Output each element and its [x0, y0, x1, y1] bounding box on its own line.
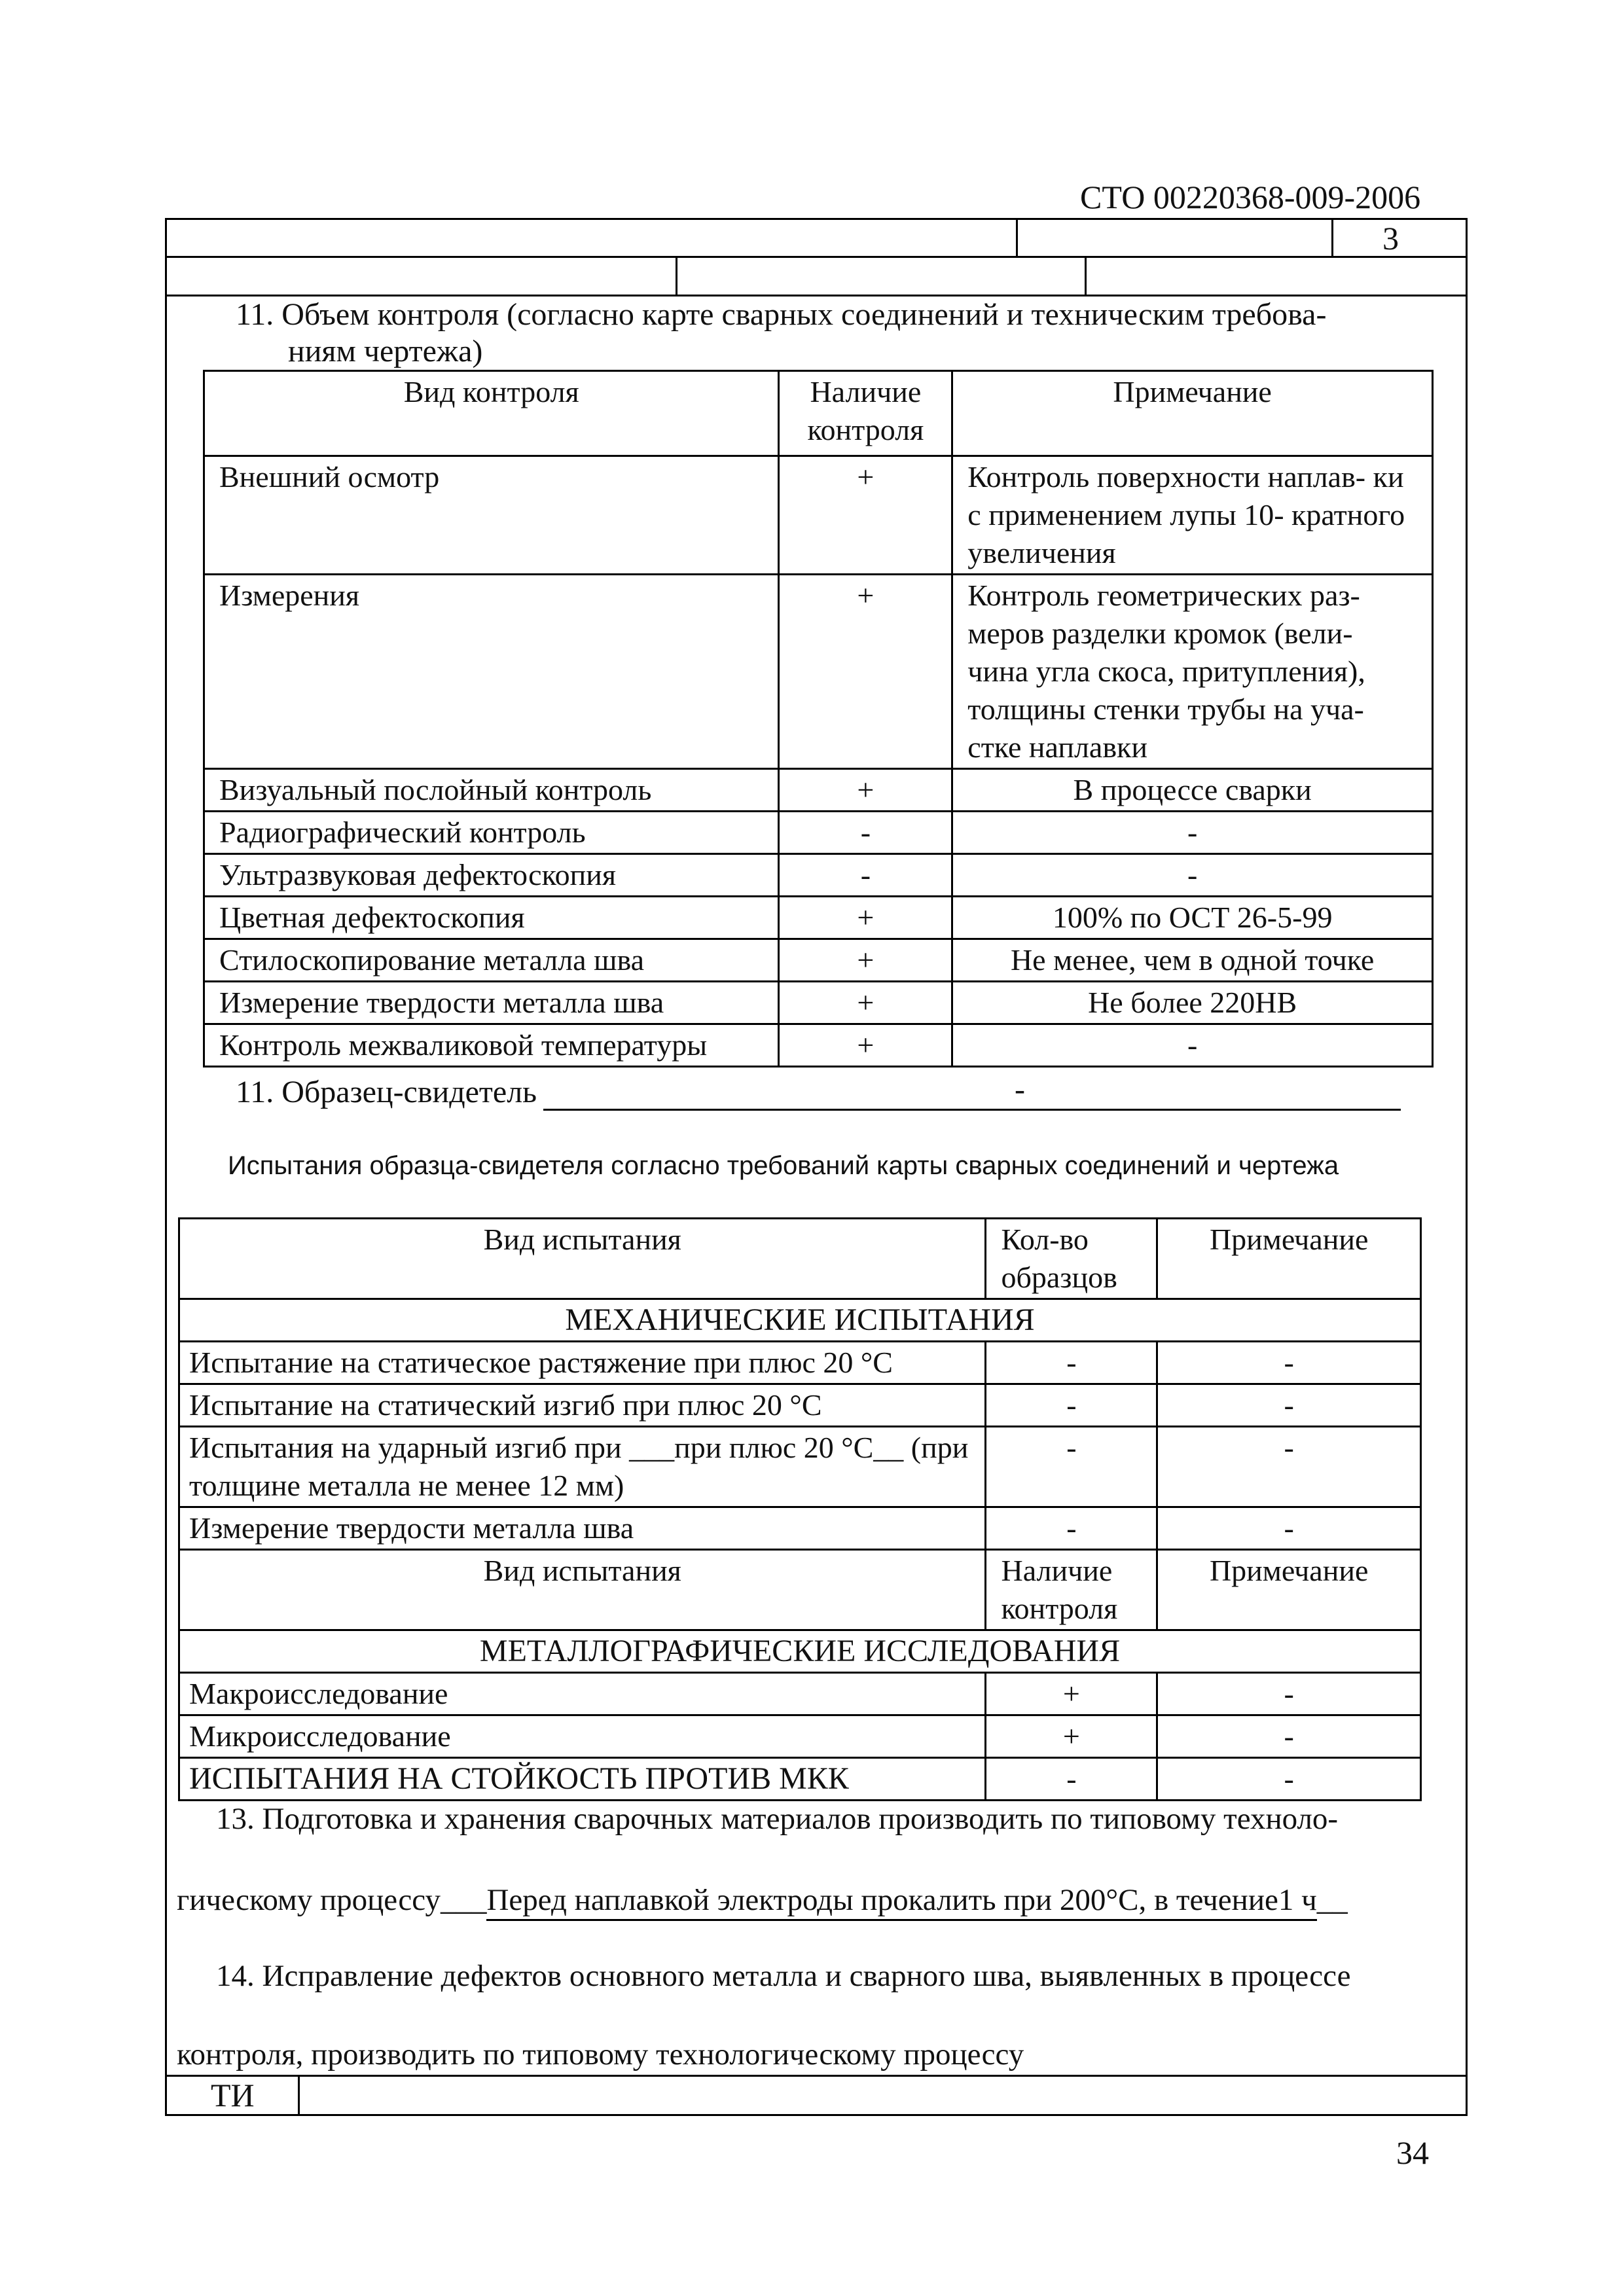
witness-value: -: [1015, 1072, 1025, 1107]
table-row: [179, 1758, 1421, 1801]
table-row: [204, 982, 1433, 1024]
footer-frame: [165, 2075, 1468, 2116]
section11-title-line1: 11. Объем контроля (согласно карте сварных соединений и техническим требова-: [236, 297, 1327, 332]
tests-header2-type: Вид испытания: [179, 1550, 986, 1630]
row-present: -: [779, 812, 952, 854]
row-type: Контроль межваликовой температуры: [204, 1024, 779, 1067]
tests-header2-present: Наличие контроля: [986, 1550, 1157, 1630]
row-present: +: [779, 939, 952, 982]
row-type: Измерения: [204, 575, 779, 769]
test-note: -: [1157, 1507, 1421, 1550]
witness-intro: Испытания образца-свидетеля согласно требований карты сварных соединений и чертежа: [228, 1151, 1339, 1180]
table-row: [179, 1427, 1421, 1507]
test-note: -: [1157, 1758, 1421, 1801]
row-note: Не менее, чем в одной точке: [952, 939, 1433, 982]
witness-label: 11. Образец-свидетель: [236, 1075, 537, 1109]
table-row: [204, 812, 1433, 854]
row-present: +: [779, 897, 952, 939]
control-table: [203, 370, 1434, 1067]
row-note: -: [952, 854, 1433, 897]
row-type: Радиографический контроль: [204, 812, 779, 854]
row-note: Контроль поверхности наплав- ки с применением лупы 10- кратного увеличения: [952, 456, 1433, 575]
section14-line1: 14. Исправление дефектов основного металла и сварного шва, выявленных в процессе: [216, 1959, 1351, 1993]
test-note: -: [1157, 1384, 1421, 1427]
frame-left: [165, 218, 167, 2116]
test-qty: -: [986, 1507, 1157, 1550]
tests-table: [178, 1217, 1422, 1801]
section13-prefix: гическому процессу___: [177, 1883, 487, 1917]
table-row: [179, 1673, 1421, 1715]
row-present: +: [779, 575, 952, 769]
row-note: -: [952, 812, 1433, 854]
row-type: Визуальный послойный контроль: [204, 769, 779, 812]
test-name: Измерение твердости металла шва: [179, 1507, 986, 1550]
table-row: [179, 1384, 1421, 1427]
col-header-present: Наличие контроля: [779, 371, 952, 456]
frame-right: [1466, 218, 1468, 2116]
row-type: Ультразвуковая дефектоскопия: [204, 854, 779, 897]
tests-header-qty: Кол-во образцов: [986, 1219, 1157, 1299]
row-note: -: [952, 1024, 1433, 1067]
sheet-number: 3: [1382, 220, 1399, 257]
col-header-type: Вид контроля: [204, 371, 779, 456]
section14-line2: контроля, производить по типовому технологическому процессу: [177, 2037, 1024, 2072]
row-type: Внешний осмотр: [204, 456, 779, 575]
test-note: -: [1157, 1673, 1421, 1715]
row-type: Стилоскопирование металла шва: [204, 939, 779, 982]
tests-header-note: Примечание: [1157, 1219, 1421, 1299]
row-note: Контроль геометрических раз- меров разделки кромок (вели- чина угла скоса, притупления), толщины стенки трубы на уча- стке наплавки: [952, 575, 1433, 769]
table-row: [204, 854, 1433, 897]
test-name: Испытания на ударный изгиб при ___при плюс 20 °С__ (при толщине металла не менее 12 мм): [179, 1427, 986, 1507]
section13-suffix: __: [1316, 1883, 1348, 1917]
metal-section-title: МЕТАЛЛОГРАФИЧЕСКИЕ ИССЛЕДОВАНИЯ: [179, 1630, 1421, 1673]
row-note: Не более 220НВ: [952, 982, 1433, 1024]
section11-title-line2: ниям чертежа): [288, 334, 483, 368]
test-note: -: [1157, 1427, 1421, 1507]
test-note: -: [1157, 1342, 1421, 1384]
table-row: [204, 897, 1433, 939]
table-row: [179, 1507, 1421, 1550]
row-type: Цветная дефектоскопия: [204, 897, 779, 939]
table-row: [204, 769, 1433, 812]
section13-line2: [177, 1881, 1348, 1921]
test-name: Макроисследование: [179, 1673, 986, 1715]
row-present: -: [779, 854, 952, 897]
test-name: ИСПЫТАНИЯ НА СТОЙКОСТЬ ПРОТИВ МКК: [179, 1758, 986, 1801]
tests-header-type: Вид испытания: [179, 1219, 986, 1299]
table-row: [204, 939, 1433, 982]
mech-section-title: МЕХАНИЧЕСКИЕ ИСПЫТАНИЯ: [179, 1299, 1421, 1342]
test-qty: -: [986, 1384, 1157, 1427]
test-name: Испытание на статический изгиб при плюс 20 °С: [179, 1384, 986, 1427]
table-row: [204, 1024, 1433, 1067]
col-header-note: Примечание: [952, 371, 1433, 456]
test-qty: +: [986, 1673, 1157, 1715]
row-note: В процессе сварки: [952, 769, 1433, 812]
table-row: [204, 575, 1433, 769]
table-row: [179, 1342, 1421, 1384]
test-qty: -: [986, 1342, 1157, 1384]
test-qty: -: [986, 1427, 1157, 1507]
row-present: +: [779, 456, 952, 575]
section13-line1: 13. Подготовка и хранения сварочных материалов производить по типовому техноло-: [216, 1802, 1339, 1836]
row-present: +: [779, 982, 952, 1024]
row-present: +: [779, 1024, 952, 1067]
witness-underline: [543, 1109, 1401, 1111]
section13-underlined: Перед наплавкой электроды прокалить при 200°С, в течение1 ч: [486, 1881, 1316, 1921]
table-row: [179, 1715, 1421, 1758]
row-note: 100% по ОСТ 26-5-99: [952, 897, 1433, 939]
test-qty: -: [986, 1758, 1157, 1801]
row-type: Измерение твердости металла шва: [204, 982, 779, 1024]
tests-header2-note: Примечание: [1157, 1550, 1421, 1630]
test-name: Испытание на статическое растяжение при плюс 20 °С: [179, 1342, 986, 1384]
test-qty: +: [986, 1715, 1157, 1758]
footer-stamp: ТИ: [211, 2077, 255, 2113]
header-frame: [165, 218, 1468, 296]
test-note: -: [1157, 1715, 1421, 1758]
row-present: +: [779, 769, 952, 812]
document-code: СТО 00220368-009-2006: [1080, 179, 1421, 215]
test-name: Микроисследование: [179, 1715, 986, 1758]
page-number: 34: [1396, 2134, 1429, 2171]
table-row: [204, 456, 1433, 575]
